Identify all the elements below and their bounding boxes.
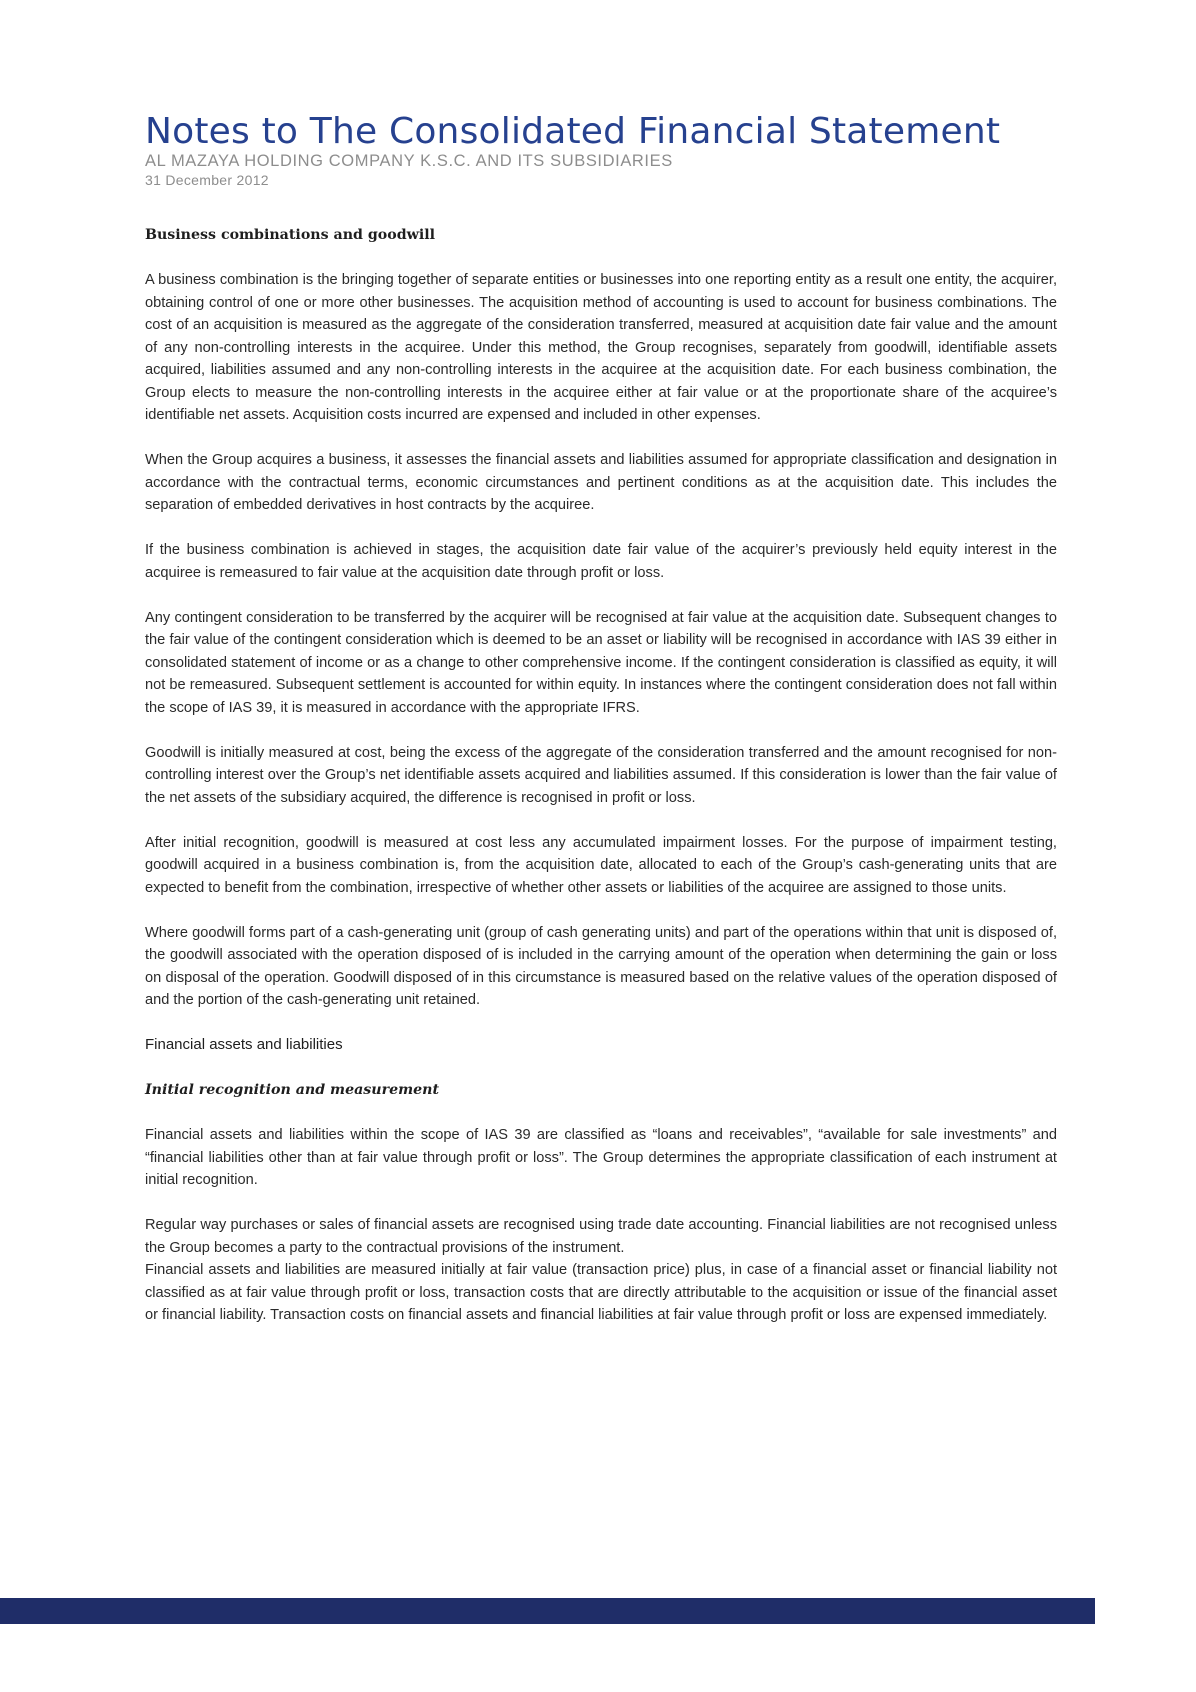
- page-title: Notes to The Consolidated Financial Statement: [145, 111, 1001, 152]
- paragraph: Financial assets and liabilities within the scope of IAS 39 are classified as “loans and receivables”, “available for sale investments” and “financial liabilities other than at fair value through profit or loss”. The Group determines the appropriate classification of each instrument at initial recognition.: [145, 1127, 1057, 1188]
- section-heading: Business combinations and goodwill: [145, 227, 436, 243]
- paragraph: When the Group acquires a business, it assesses the financial assets and liabilities assumed for appropriate classification and designation in accordance with the contractual terms, economic circumstances and pertinent conditions as at the acquisition date. This includes the separation of embedded derivatives in host contracts by the acquiree.: [145, 452, 1057, 513]
- section-financial-assets: [145, 1034, 1057, 1327]
- section-heading: Financial assets and liabilities: [145, 1036, 343, 1053]
- paragraph: Where goodwill forms part of a cash-generating unit (group of cash generating units) and part of the operations within that unit is disposed of, the goodwill associated with the operation disposed of is included in the carrying amount of the operation when determining the gain or loss on disposal of the operation. Goodwill disposed of in this circumstance is measured based on the relative values of the operation disposed of and the portion of the cash-generating unit retained.: [145, 924, 1057, 1008]
- paragraph: Financial assets and liabilities are measured initially at fair value (transaction price) plus, in case of a financial asset or financial liability not classified as at fair value through profit or loss, transaction costs that are directly attributable to the acquisition or issue of the financial asset or financial liability. Transaction costs on financial assets and financial liabilities at fair value through profit or loss are expensed immediately.: [145, 1262, 1057, 1323]
- sub-heading: Initial recognition and measurement: [145, 1082, 440, 1098]
- paragraph: Goodwill is initially measured at cost, being the excess of the aggregate of the consideration transferred and the amount recognised for non-controlling interest over the Group’s net identifiable assets acquired and liabilities assumed. If this consideration is lower than the fair value of the net assets of the subsidiary acquired, the difference is recognised in profit or loss.: [145, 744, 1057, 806]
- document-body: [145, 224, 1057, 1327]
- company-name: AL MAZAYA HOLDING COMPANY K.S.C. AND ITS SUBSIDIARIES: [145, 152, 673, 170]
- footer-bar: [0, 1598, 1095, 1624]
- paragraph: Any contingent consideration to be transferred by the acquirer will be recognised at fair value at the acquisition date. Subsequent changes to the fair value of the contingent consideration which is deemed to be an asset or liability will be recognised in accordance with IAS 39 either in consolidated statement of income or as a change to other comprehensive income. If the contingent consideration is classified as equity, it will not be remeasured. Subsequent settlement is accounted for within equity. In instances where the contingent consideration does not fall within the scope of IAS 39, it is measured in accordance with the appropriate IFRS.: [145, 609, 1057, 716]
- statement-date: 31 December 2012: [145, 172, 269, 188]
- paragraph: A business combination is the bringing together of separate entities or businesses into one reporting entity as a result one entity, the acquirer, obtaining control of one or more other businesses. The acquisition method of accounting is used to account for business combinations. The cost of an acquisition is measured as the aggregate of the consideration transferred, measured at acquisition date fair value and the amount of any non-controlling interests in the acquiree. Under this method, the Group recognises, separately from goodwill, identifiable assets acquired, liabilities assumed and any non-controlling interests in the acquiree at the acquisition date. For each business combination, the Group elects to measure the non-controlling interests in the acquiree either at fair value or at the proportionate share of the acquiree’s identifiable net assets. Acquisition costs incurred are expensed and included in other expenses.: [145, 272, 1057, 423]
- section-business-combinations: [145, 224, 1057, 1012]
- page-header: [145, 112, 1065, 189]
- paragraph: Regular way purchases or sales of financial assets are recognised using trade date accounting. Financial liabilities are not recognised unless the Group becomes a party to the contractual provisions of the instrument.: [145, 1217, 1057, 1256]
- paragraph: After initial recognition, goodwill is measured at cost less any accumulated impairment losses. For the purpose of impairment testing, goodwill acquired in a business combination is, from the acquisition date, allocated to each of the Group’s cash-generating units that are expected to benefit from the combination, irrespective of whether other assets or liabilities of the acquiree are assigned to those units.: [145, 834, 1057, 896]
- paragraph: If the business combination is achieved in stages, the acquisition date fair value of the acquirer’s previously held equity interest in the acquiree is remeasured to fair value at the acquisition date through profit or loss.: [145, 542, 1057, 581]
